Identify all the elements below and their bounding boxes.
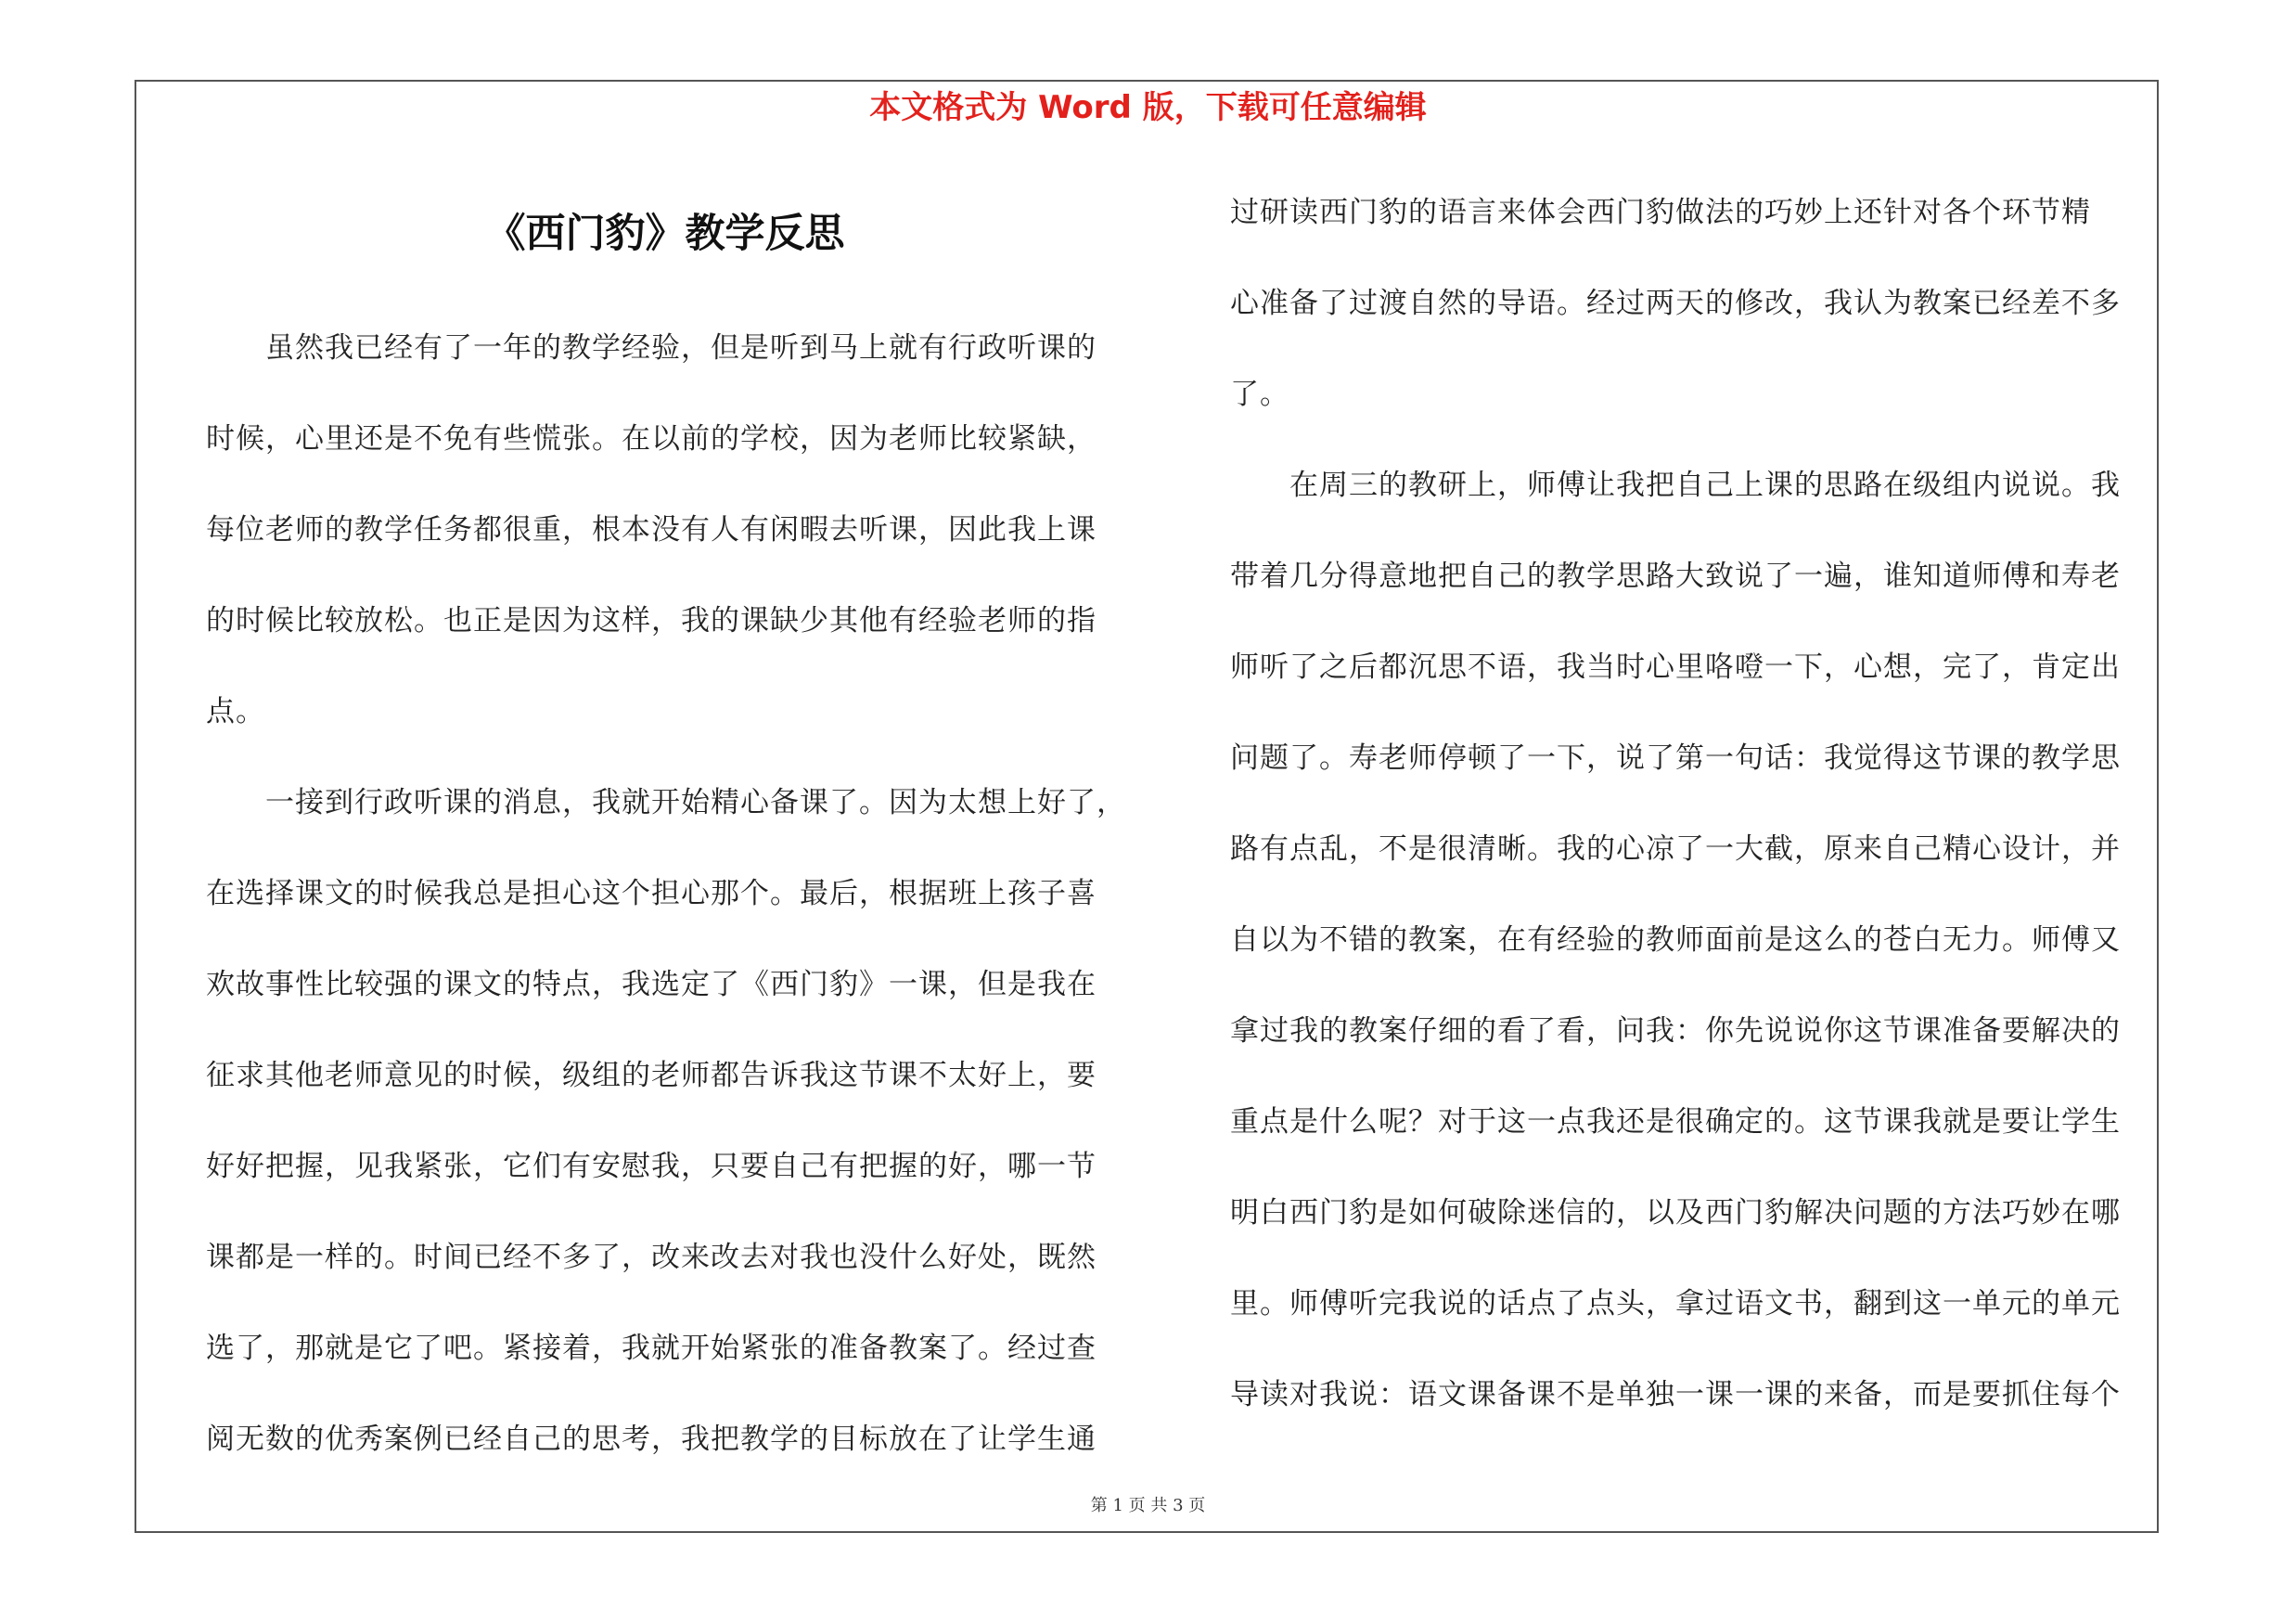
- text-line: 好好把握，见我紧张，它们有安慰我，只要自己有把握的好，哪一节: [206, 1150, 1097, 1183]
- text-line: 路有点乱，不是很清晰。我的心凉了一大截，原来自己精心设计，并: [1230, 832, 2121, 866]
- text-line: 拿过我的教案仔细的看了看，问我：你先说说你这节课准备要解决的: [1230, 1014, 2121, 1048]
- text-line: 在选择课文的时候我总是担心这个担心那个。最后，根据班上孩子喜: [206, 877, 1097, 910]
- text-line: 时候，心里还是不免有些慌张。在以前的学校，因为老师比较紧缺，: [206, 422, 1097, 456]
- text-line: 在周三的教研上，师傅让我把自己上课的思路在级组内说说。我: [1230, 469, 2121, 502]
- text-line: 一接到行政听课的消息，我就开始精心备课了。因为太想上好了，: [206, 786, 1126, 819]
- text-line: 心准备了过渡自然的导语。经过两天的修改，我认为教案已经差不多: [1230, 287, 2121, 320]
- text-line: 导读对我说：语文课备课不是单独一课一课的来备，而是要抓住每个: [1230, 1378, 2121, 1411]
- text-line: 师听了之后都沉思不语，我当时心里咯噔一下，心想，完了，肯定出: [1230, 650, 2121, 684]
- text-line: 选了，那就是它了吧。紧接着，我就开始紧张的准备教案了。经过查: [206, 1332, 1097, 1365]
- text-line: 阅无数的优秀案例已经自己的思考，我把教学的目标放在了让学生通: [206, 1423, 1097, 1456]
- document-title: 《西门豹》教学反思: [485, 211, 845, 257]
- text-line: 欢故事性比较强的课文的特点，我选定了《西门豹》一课，但是我在: [206, 968, 1097, 1001]
- text-line: 问题了。寿老师停顿了一下，说了第一句话：我觉得这节课的教学思: [1230, 741, 2121, 775]
- format-banner: 本文格式为 Word 版，下载可任意编辑: [869, 89, 1427, 126]
- text-line: 重点是什么呢？对于这一点我还是很确定的。这节课我就是要让学生: [1230, 1105, 2121, 1139]
- text-line: 过研读西门豹的语言来体会西门豹做法的巧妙上还针对各个环节精: [1230, 196, 2091, 229]
- text-line: 每位老师的教学任务都很重，根本没有人有闲暇去听课，因此我上课: [206, 513, 1097, 547]
- right-text-column: [1230, 182, 2158, 1455]
- text-line: 虽然我已经有了一年的教学经验，但是听到马上就有行政听课的: [206, 331, 1097, 365]
- text-line: 带着几分得意地把自己的教学思路大致说了一遍，谁知道师傅和寿老: [1230, 560, 2121, 593]
- text-line: 点。: [206, 695, 265, 728]
- text-line: 自以为不错的教案，在有经验的教师面前是这么的苍白无力。师傅又: [1230, 923, 2121, 957]
- text-line: 课都是一样的。时间已经不多了，改来改去对我也没什么好处，既然: [206, 1241, 1097, 1274]
- text-line: 的时候比较放松。也正是因为这样，我的课缺少其他有经验老师的指: [206, 604, 1097, 638]
- left-text-column: [206, 317, 1134, 1500]
- text-line: 了。: [1230, 378, 1289, 411]
- text-line: 明白西门豹是如何破除迷信的，以及西门豹解决问题的方法巧妙在哪: [1230, 1196, 2121, 1230]
- text-line: 征求其他老师意见的时候，级组的老师都告诉我这节课不太好上，要: [206, 1059, 1097, 1092]
- text-line: 里。师傅听完我说的话点了点头，拿过语文书，翻到这一单元的单元: [1230, 1287, 2121, 1320]
- page-number: 第 1 页 共 3 页: [1090, 1496, 1206, 1515]
